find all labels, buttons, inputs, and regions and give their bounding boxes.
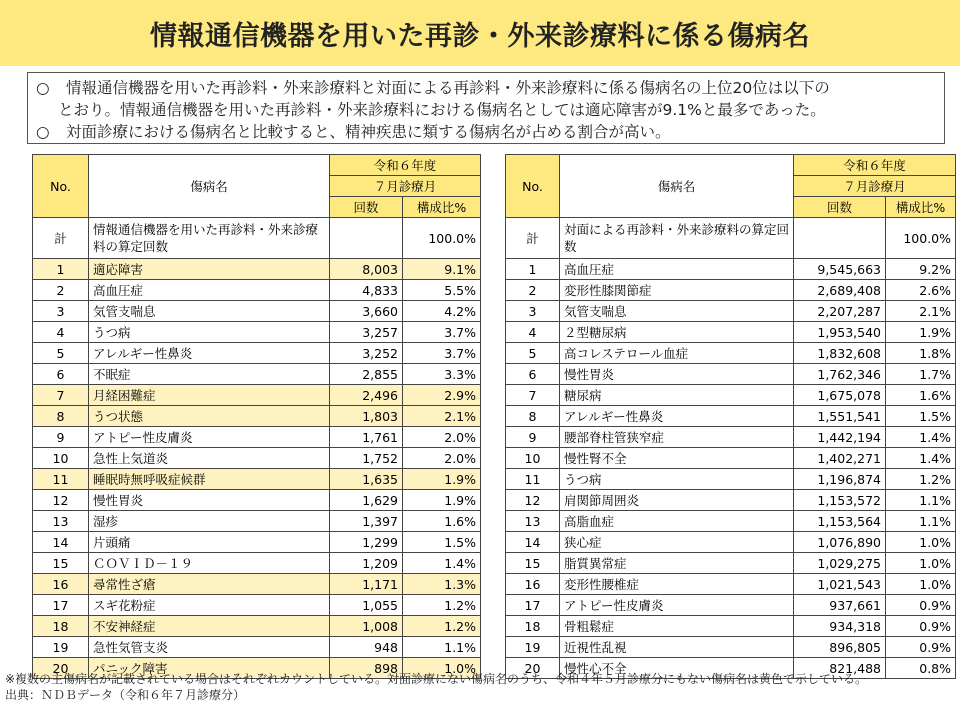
header-name: 傷病名 bbox=[560, 155, 794, 218]
count-cell: 1,953,540 bbox=[794, 322, 886, 343]
table-row bbox=[33, 616, 481, 637]
total-label: 計 bbox=[33, 218, 89, 259]
ratio-cell: 1.0% bbox=[886, 532, 956, 553]
disease-name-cell: 慢性胃炎 bbox=[89, 490, 330, 511]
disease-name-cell: 高血圧症 bbox=[560, 259, 794, 280]
header-year: 令和６年度 bbox=[794, 155, 956, 176]
rank-cell: 1 bbox=[506, 259, 560, 280]
in-person-ranking-table bbox=[505, 154, 956, 679]
table-row bbox=[33, 385, 481, 406]
rank-cell: 5 bbox=[506, 343, 560, 364]
header-name: 傷病名 bbox=[89, 155, 330, 218]
summary-line-2 bbox=[36, 99, 936, 121]
count-cell: 1,402,271 bbox=[794, 448, 886, 469]
header-count: 回数 bbox=[794, 197, 886, 218]
rank-cell: 3 bbox=[506, 301, 560, 322]
rank-cell: 17 bbox=[33, 595, 89, 616]
disease-name-cell: 睡眠時無呼吸症候群 bbox=[89, 469, 330, 490]
count-cell: 1,675,078 bbox=[794, 385, 886, 406]
ratio-cell: 9.1% bbox=[403, 259, 481, 280]
ratio-cell: 1.9% bbox=[403, 469, 481, 490]
disease-name-cell: 肩関節周囲炎 bbox=[560, 490, 794, 511]
rank-cell: 16 bbox=[33, 574, 89, 595]
summary-line-1 bbox=[36, 77, 936, 99]
count-cell: 2,207,287 bbox=[794, 301, 886, 322]
count-cell: 937,661 bbox=[794, 595, 886, 616]
disease-name-cell: 狭心症 bbox=[560, 532, 794, 553]
ratio-cell: 1.0% bbox=[886, 574, 956, 595]
header-no: No. bbox=[506, 155, 560, 218]
rank-cell: 2 bbox=[33, 280, 89, 301]
disease-name-cell: 適応障害 bbox=[89, 259, 330, 280]
total-description: 対面による再診料・外来診療料の算定回数 bbox=[560, 218, 794, 259]
rank-cell: 14 bbox=[33, 532, 89, 553]
count-cell: 1,153,572 bbox=[794, 490, 886, 511]
rank-cell: 11 bbox=[33, 469, 89, 490]
count-cell: 2,496 bbox=[330, 385, 403, 406]
rank-cell: 19 bbox=[506, 637, 560, 658]
table-row bbox=[33, 595, 481, 616]
table-row bbox=[33, 343, 481, 364]
count-cell: 1,762,346 bbox=[794, 364, 886, 385]
disease-name-cell: アトピー性皮膚炎 bbox=[560, 595, 794, 616]
header-count: 回数 bbox=[330, 197, 403, 218]
rank-cell: 12 bbox=[33, 490, 89, 511]
ratio-cell: 1.6% bbox=[886, 385, 956, 406]
total-ratio: 100.0% bbox=[886, 218, 956, 259]
disease-name-cell: うつ状態 bbox=[89, 406, 330, 427]
ratio-cell: 1.4% bbox=[886, 448, 956, 469]
table-row bbox=[506, 511, 956, 532]
summary-text-2: 対面診療における傷病名と比較すると、精神疾患に類する傷病名が占める割合が高い。 bbox=[66, 123, 671, 141]
rank-cell: 17 bbox=[506, 595, 560, 616]
disease-name-cell: 慢性胃炎 bbox=[560, 364, 794, 385]
count-cell: 1,196,874 bbox=[794, 469, 886, 490]
ratio-cell: 1.9% bbox=[403, 490, 481, 511]
table-row bbox=[506, 490, 956, 511]
ratio-cell: 5.5% bbox=[403, 280, 481, 301]
source-text: 出典：ＮＤＢデータ（令和６年７月診療分） bbox=[5, 688, 246, 702]
footnotes bbox=[5, 671, 955, 703]
count-cell: 1,209 bbox=[330, 553, 403, 574]
count-cell: 896,805 bbox=[794, 637, 886, 658]
disease-name-cell: 変形性膝関節症 bbox=[560, 280, 794, 301]
table-row bbox=[506, 448, 956, 469]
rank-cell: 8 bbox=[33, 406, 89, 427]
count-cell: 898 bbox=[330, 658, 403, 679]
page-title: 情報通信機器を用いた再診・外来診療料に係る傷病名 bbox=[150, 20, 810, 52]
count-cell: 1,076,890 bbox=[794, 532, 886, 553]
ratio-cell: 1.7% bbox=[886, 364, 956, 385]
table-row bbox=[506, 364, 956, 385]
table-row bbox=[33, 553, 481, 574]
bullet-circle-icon: ○ bbox=[36, 123, 50, 141]
count-cell: 1,442,194 bbox=[794, 427, 886, 448]
table-row bbox=[33, 301, 481, 322]
count-cell: 1,761 bbox=[330, 427, 403, 448]
header-month: ７月診療月 bbox=[330, 176, 481, 197]
count-cell: 1,635 bbox=[330, 469, 403, 490]
count-cell: 3,252 bbox=[330, 343, 403, 364]
ratio-cell: 1.2% bbox=[886, 469, 956, 490]
disease-name-cell: 慢性心不全 bbox=[560, 658, 794, 679]
rank-cell: 3 bbox=[33, 301, 89, 322]
online-ranking-table bbox=[32, 154, 481, 679]
header-no: No. bbox=[33, 155, 89, 218]
count-cell: 1,008 bbox=[330, 616, 403, 637]
summary-line-3 bbox=[36, 121, 936, 143]
count-cell: 1,551,541 bbox=[794, 406, 886, 427]
count-cell: 1,021,543 bbox=[794, 574, 886, 595]
disease-name-cell: 湿疹 bbox=[89, 511, 330, 532]
disease-name-cell: 近視性乱視 bbox=[560, 637, 794, 658]
count-cell: 1,055 bbox=[330, 595, 403, 616]
ratio-cell: 1.2% bbox=[403, 595, 481, 616]
rank-cell: 18 bbox=[506, 616, 560, 637]
rank-cell: 11 bbox=[506, 469, 560, 490]
summary-text-1a: 情報通信機器を用いた再診料・外来診療料と対面による再診料・外来診療料に係る傷病名の上位20位は以下の bbox=[66, 79, 830, 97]
count-cell: 3,660 bbox=[330, 301, 403, 322]
ratio-cell: 1.2% bbox=[403, 616, 481, 637]
disease-name-cell: 高血圧症 bbox=[89, 280, 330, 301]
summary-box bbox=[27, 72, 945, 144]
count-cell: 821,488 bbox=[794, 658, 886, 679]
count-cell: 1,629 bbox=[330, 490, 403, 511]
disease-name-cell: 気管支喘息 bbox=[560, 301, 794, 322]
ratio-cell: 1.5% bbox=[403, 532, 481, 553]
rank-cell: 7 bbox=[33, 385, 89, 406]
disease-name-cell: うつ病 bbox=[89, 322, 330, 343]
table-row bbox=[506, 301, 956, 322]
ratio-cell: 2.9% bbox=[403, 385, 481, 406]
ratio-cell: 3.7% bbox=[403, 322, 481, 343]
rank-cell: 20 bbox=[33, 658, 89, 679]
ratio-cell: 1.6% bbox=[403, 511, 481, 532]
count-cell: 1,153,564 bbox=[794, 511, 886, 532]
table-row bbox=[33, 322, 481, 343]
table-row bbox=[33, 364, 481, 385]
header-ratio: 構成比% bbox=[403, 197, 481, 218]
table-row bbox=[33, 259, 481, 280]
total-ratio: 100.0% bbox=[403, 218, 481, 259]
header-year: 令和６年度 bbox=[330, 155, 481, 176]
disease-name-cell: ＣＯＶＩＤ－１９ bbox=[89, 553, 330, 574]
rank-cell: 2 bbox=[506, 280, 560, 301]
rank-cell: 15 bbox=[33, 553, 89, 574]
table-row bbox=[33, 280, 481, 301]
table-row bbox=[33, 469, 481, 490]
ratio-cell: 0.9% bbox=[886, 616, 956, 637]
rank-cell: 15 bbox=[506, 553, 560, 574]
count-cell: 1,752 bbox=[330, 448, 403, 469]
rank-cell: 6 bbox=[506, 364, 560, 385]
table-row bbox=[506, 553, 956, 574]
count-cell: 1,171 bbox=[330, 574, 403, 595]
rank-cell: 13 bbox=[33, 511, 89, 532]
count-cell: 2,689,408 bbox=[794, 280, 886, 301]
ratio-cell: 2.0% bbox=[403, 427, 481, 448]
ratio-cell: 1.1% bbox=[886, 490, 956, 511]
title-bar bbox=[0, 0, 960, 66]
disease-name-cell: 糖尿病 bbox=[560, 385, 794, 406]
table-row bbox=[506, 259, 956, 280]
rank-cell: 7 bbox=[506, 385, 560, 406]
total-row bbox=[33, 218, 481, 259]
rank-cell: 13 bbox=[506, 511, 560, 532]
count-cell: 1,029,275 bbox=[794, 553, 886, 574]
footnote-text: ※複数の主傷病名が記載されている場合はそれぞれカウントしている。対面診療にない傷病名のうち、令和４年５月診療分にもない傷病名は黄色で示している。 bbox=[5, 672, 868, 686]
disease-name-cell: うつ病 bbox=[560, 469, 794, 490]
ratio-cell: 2.1% bbox=[403, 406, 481, 427]
table-row bbox=[33, 637, 481, 658]
table-row bbox=[506, 532, 956, 553]
rank-cell: 16 bbox=[506, 574, 560, 595]
count-cell: 1,803 bbox=[330, 406, 403, 427]
total-description: 情報通信機器を用いた再診料・外来診療料の算定回数 bbox=[89, 218, 330, 259]
table-row bbox=[506, 406, 956, 427]
disease-name-cell: 高脂血症 bbox=[560, 511, 794, 532]
count-cell: 1,832,608 bbox=[794, 343, 886, 364]
table-row bbox=[33, 490, 481, 511]
rank-cell: 4 bbox=[33, 322, 89, 343]
rank-cell: 9 bbox=[33, 427, 89, 448]
table-row bbox=[33, 427, 481, 448]
ratio-cell: 2.6% bbox=[886, 280, 956, 301]
ratio-cell: 0.8% bbox=[886, 658, 956, 679]
table-row bbox=[506, 595, 956, 616]
ratio-cell: 3.7% bbox=[403, 343, 481, 364]
rank-cell: 10 bbox=[33, 448, 89, 469]
count-cell: 4,833 bbox=[330, 280, 403, 301]
disease-name-cell: 尋常性ざ瘡 bbox=[89, 574, 330, 595]
table-row bbox=[33, 448, 481, 469]
table-row bbox=[506, 574, 956, 595]
rank-cell: 4 bbox=[506, 322, 560, 343]
disease-name-cell: 脂質異常症 bbox=[560, 553, 794, 574]
rank-cell: 1 bbox=[33, 259, 89, 280]
disease-name-cell: 変形性腰椎症 bbox=[560, 574, 794, 595]
disease-name-cell: 不安神経症 bbox=[89, 616, 330, 637]
disease-name-cell: スギ花粉症 bbox=[89, 595, 330, 616]
table-row bbox=[506, 322, 956, 343]
rank-cell: 14 bbox=[506, 532, 560, 553]
disease-name-cell: アレルギー性鼻炎 bbox=[560, 406, 794, 427]
ratio-cell: 0.9% bbox=[886, 595, 956, 616]
rank-cell: 8 bbox=[506, 406, 560, 427]
disease-name-cell: 腰部脊柱管狭窄症 bbox=[560, 427, 794, 448]
disease-name-cell: 骨粗鬆症 bbox=[560, 616, 794, 637]
ratio-cell: 1.0% bbox=[403, 658, 481, 679]
table-row bbox=[506, 280, 956, 301]
ratio-cell: 2.0% bbox=[403, 448, 481, 469]
total-label: 計 bbox=[506, 218, 560, 259]
disease-name-cell: ２型糖尿病 bbox=[560, 322, 794, 343]
rank-cell: 12 bbox=[506, 490, 560, 511]
rank-cell: 20 bbox=[506, 658, 560, 679]
total-row bbox=[506, 218, 956, 259]
count-cell: 8,003 bbox=[330, 259, 403, 280]
rank-cell: 6 bbox=[33, 364, 89, 385]
disease-name-cell: アレルギー性鼻炎 bbox=[89, 343, 330, 364]
count-cell: 1,299 bbox=[330, 532, 403, 553]
ratio-cell: 1.9% bbox=[886, 322, 956, 343]
total-count bbox=[794, 218, 886, 259]
ratio-cell: 1.4% bbox=[403, 553, 481, 574]
rank-cell: 9 bbox=[506, 427, 560, 448]
table-row bbox=[506, 637, 956, 658]
disease-name-cell: 急性上気道炎 bbox=[89, 448, 330, 469]
table-row bbox=[506, 385, 956, 406]
ratio-cell: 3.3% bbox=[403, 364, 481, 385]
disease-name-cell: 急性気管支炎 bbox=[89, 637, 330, 658]
count-cell: 9,545,663 bbox=[794, 259, 886, 280]
ratio-cell: 4.2% bbox=[403, 301, 481, 322]
disease-name-cell: アトピー性皮膚炎 bbox=[89, 427, 330, 448]
disease-name-cell: 高コレステロール血症 bbox=[560, 343, 794, 364]
count-cell: 2,855 bbox=[330, 364, 403, 385]
table-row bbox=[33, 532, 481, 553]
ratio-cell: 1.8% bbox=[886, 343, 956, 364]
count-cell: 1,397 bbox=[330, 511, 403, 532]
rank-cell: 10 bbox=[506, 448, 560, 469]
disease-name-cell: 片頭痛 bbox=[89, 532, 330, 553]
header-month: ７月診療月 bbox=[794, 176, 956, 197]
rank-cell: 19 bbox=[33, 637, 89, 658]
table-row bbox=[33, 406, 481, 427]
disease-name-cell: 不眠症 bbox=[89, 364, 330, 385]
rank-cell: 18 bbox=[33, 616, 89, 637]
table-row bbox=[33, 574, 481, 595]
disease-name-cell: 気管支喘息 bbox=[89, 301, 330, 322]
table-row bbox=[33, 511, 481, 532]
disease-name-cell: 慢性腎不全 bbox=[560, 448, 794, 469]
bullet-circle-icon: ○ bbox=[36, 79, 50, 97]
table-row bbox=[506, 343, 956, 364]
disease-name-cell: 月経困難症 bbox=[89, 385, 330, 406]
header-ratio: 構成比% bbox=[886, 197, 956, 218]
ratio-cell: 1.1% bbox=[403, 637, 481, 658]
ratio-cell: 1.1% bbox=[886, 511, 956, 532]
summary-text-1b: とおり。情報通信機器を用いた再診料・外来診療料における傷病名としては適応障害が9.1%と最多であった。 bbox=[58, 101, 826, 119]
ratio-cell: 1.4% bbox=[886, 427, 956, 448]
count-cell: 934,318 bbox=[794, 616, 886, 637]
ratio-cell: 1.5% bbox=[886, 406, 956, 427]
ratio-cell: 0.9% bbox=[886, 637, 956, 658]
count-cell: 3,257 bbox=[330, 322, 403, 343]
count-cell: 948 bbox=[330, 637, 403, 658]
table-row bbox=[506, 469, 956, 490]
disease-name-cell: パニック障害 bbox=[89, 658, 330, 679]
ratio-cell: 1.0% bbox=[886, 553, 956, 574]
ratio-cell: 9.2% bbox=[886, 259, 956, 280]
rank-cell: 5 bbox=[33, 343, 89, 364]
ratio-cell: 1.3% bbox=[403, 574, 481, 595]
total-count bbox=[330, 218, 403, 259]
ratio-cell: 2.1% bbox=[886, 301, 956, 322]
table-row bbox=[506, 616, 956, 637]
table-row bbox=[506, 427, 956, 448]
